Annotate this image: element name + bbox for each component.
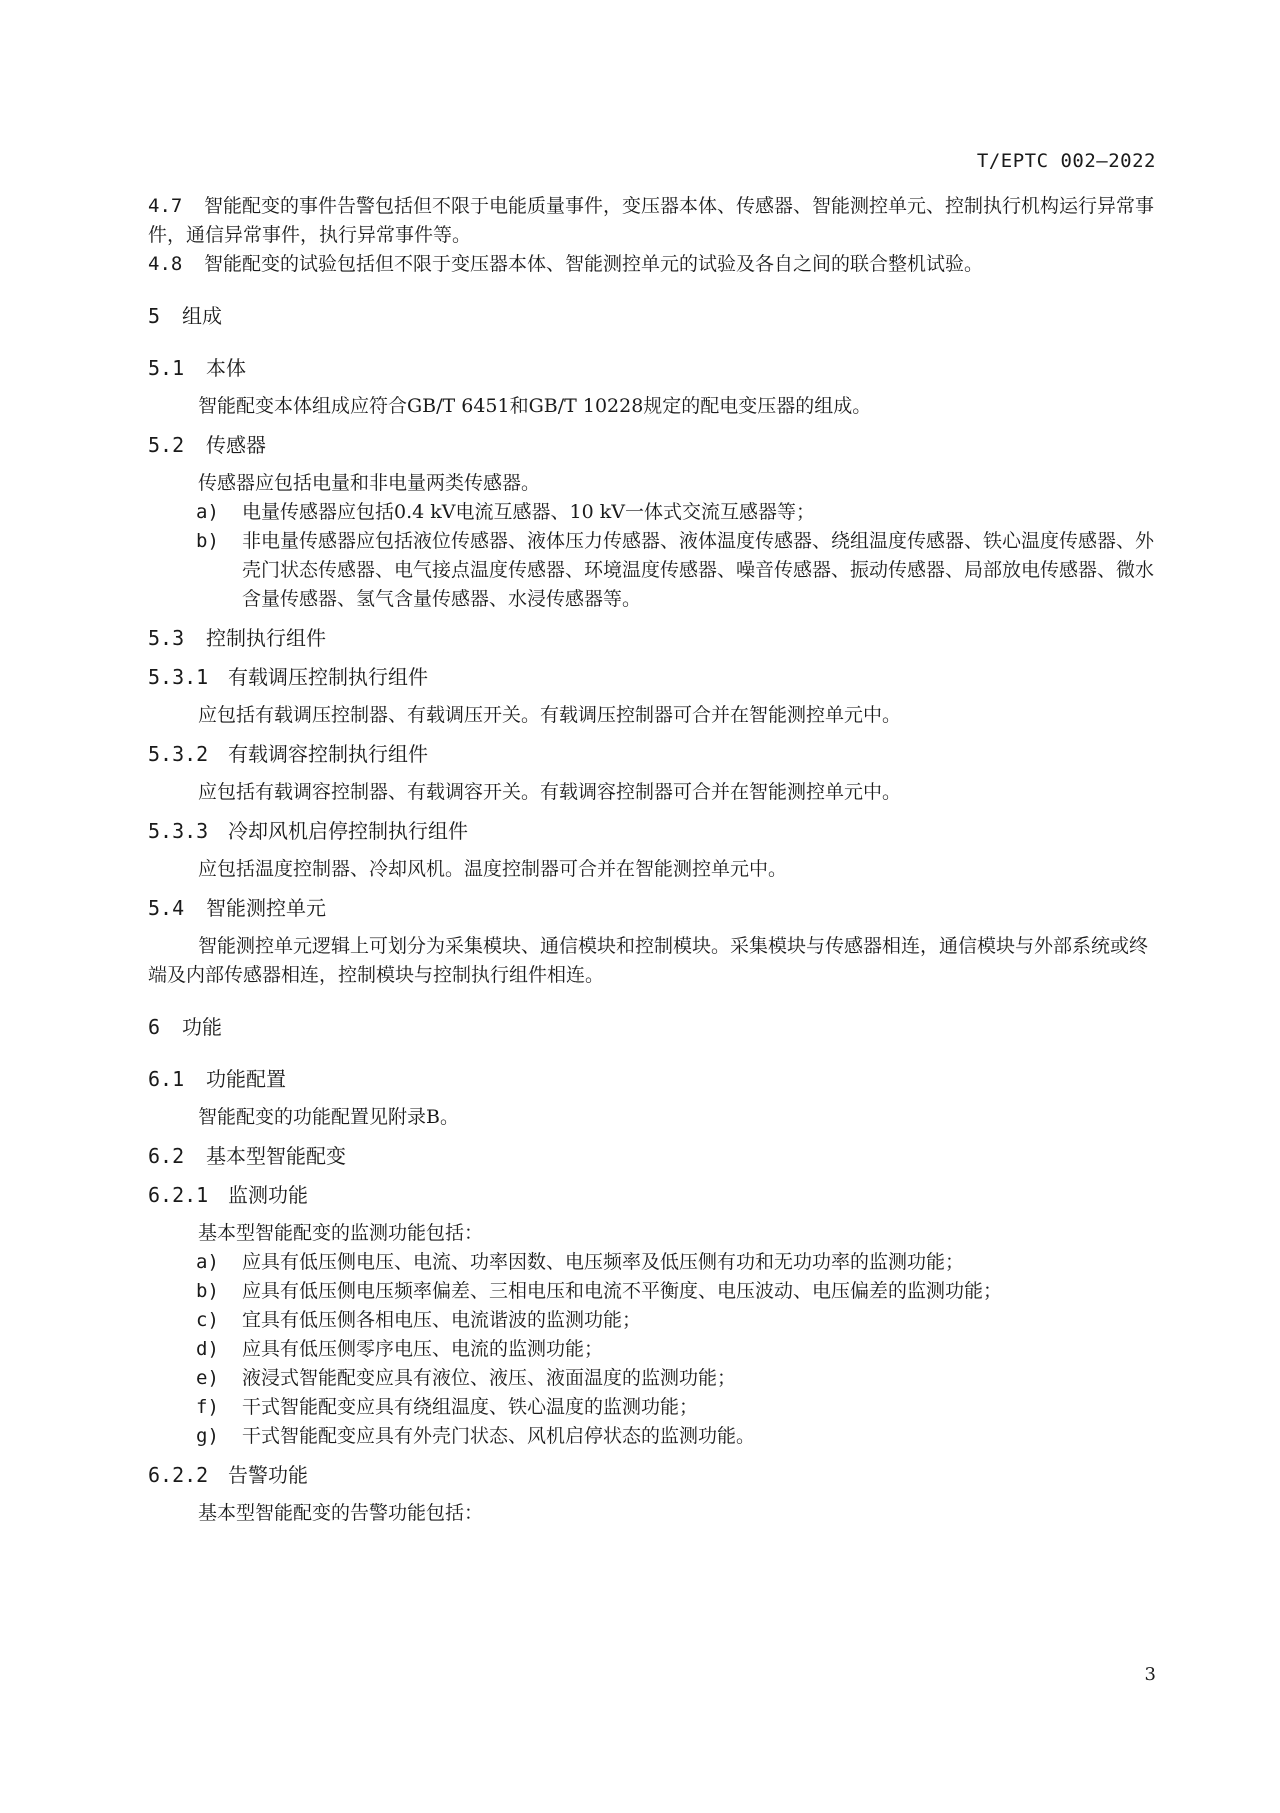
section-number: 5.3 <box>148 626 185 650</box>
paragraph: 传感器应包括电量和非电量两类传感器。 <box>198 472 541 494</box>
list-marker: g) <box>196 1425 219 1447</box>
list-item <box>148 527 1160 614</box>
clause-4-7 <box>148 192 1160 250</box>
section-title: 本体 <box>206 356 246 380</box>
section-heading-5-3-2 <box>148 739 1160 769</box>
section-title: 有载调容控制执行组件 <box>228 742 428 766</box>
list-marker: c) <box>196 1309 219 1331</box>
section-title: 控制执行组件 <box>206 626 326 650</box>
section-number: 6.1 <box>148 1067 185 1091</box>
paragraph: 智能配变本体组成应符合GB/T 6451和GB/T 10228规定的配电变压器的组成。 <box>198 395 872 417</box>
list-item-text: 干式智能配变应具有绕组温度、铁心温度的监测功能； <box>242 1396 699 1418</box>
section-heading-5-1 <box>148 353 1160 383</box>
list-item <box>148 498 1160 527</box>
section-number: 6 <box>148 1015 161 1039</box>
section-title: 告警功能 <box>228 1463 308 1487</box>
section-heading-5-4 <box>148 893 1160 923</box>
section-title: 组成 <box>182 304 222 328</box>
section-number: 6.2.1 <box>148 1183 209 1207</box>
list-marker: a) <box>196 501 219 523</box>
list-marker: b) <box>196 530 219 552</box>
list-item-text: 电量传感器应包括0.4 kV电流互感器、10 kV一体式交流互感器等； <box>242 501 815 523</box>
list-marker: b) <box>196 1280 219 1302</box>
list-marker: d) <box>196 1338 219 1360</box>
page-content <box>148 192 1160 1528</box>
list-item-text: 宜具有低压侧各相电压、电流谐波的监测功能； <box>242 1309 642 1331</box>
section-heading-6-2 <box>148 1141 1160 1171</box>
list-item-text: 非电量传感器应包括液位传感器、液体压力传感器、液体温度传感器、绕组温度传感器、铁心温度传感器、外壳门状态传感器、电气接点温度传感器、环境温度传感器、噪音传感器、振动传感器、局部放电传感器、微水含量传感器、氢气含量传感器、水浸传感器等。 <box>242 530 1155 610</box>
section-title: 基本型智能配变 <box>206 1144 346 1168</box>
paragraph: 智能测控单元逻辑上可划分为采集模块、通信模块和控制模块。采集模块与传感器相连，通信模块与外部系统或终端及内部传感器相连，控制模块与控制执行组件相连。 <box>148 935 1149 986</box>
section-number: 5 <box>148 304 161 328</box>
list-marker: e) <box>196 1367 219 1389</box>
clause-4-8 <box>148 250 1160 279</box>
list-item <box>148 1422 1160 1451</box>
paragraph: 智能配变的功能配置见附录B。 <box>198 1106 459 1128</box>
paragraph: 应包括有载调容控制器、有载调容开关。有载调容控制器可合并在智能测控单元中。 <box>198 781 902 803</box>
list-item-text: 干式智能配变应具有外壳门状态、风机启停状态的监测功能。 <box>242 1425 756 1447</box>
section-title: 有载调压控制执行组件 <box>228 665 428 689</box>
paragraph: 基本型智能配变的监测功能包括： <box>198 1222 484 1244</box>
section-heading-6 <box>148 1012 1160 1042</box>
section-heading-5-3-1 <box>148 662 1160 692</box>
section-number: 6.2.2 <box>148 1463 209 1487</box>
list-item <box>148 1306 1160 1335</box>
section-number: 5.3.3 <box>148 819 209 843</box>
list-item <box>148 1393 1160 1422</box>
section-heading-5 <box>148 301 1160 331</box>
list-item-text: 液浸式智能配变应具有液位、液压、液面温度的监测功能； <box>242 1367 737 1389</box>
section-number: 5.4 <box>148 896 185 920</box>
section-heading-6-2-1 <box>148 1180 1160 1210</box>
clause-number: 4.7 <box>148 195 183 217</box>
section-number: 5.2 <box>148 433 185 457</box>
section-title: 冷却风机启停控制执行组件 <box>228 819 468 843</box>
paragraph: 应包括温度控制器、冷却风机。温度控制器可合并在智能测控单元中。 <box>198 858 788 880</box>
section-title: 传感器 <box>206 433 266 457</box>
section-title: 功能配置 <box>206 1067 286 1091</box>
section-number: 5.3.2 <box>148 742 209 766</box>
list-item-text: 应具有低压侧电压、电流、功率因数、电压频率及低压侧有功和无功功率的监测功能； <box>242 1251 965 1273</box>
section-number: 6.2 <box>148 1144 185 1168</box>
list-marker: f) <box>196 1396 219 1418</box>
paragraph: 应包括有载调压控制器、有载调压开关。有载调压控制器可合并在智能测控单元中。 <box>198 704 902 726</box>
clause-number: 4.8 <box>148 253 183 275</box>
list-marker: a) <box>196 1251 219 1273</box>
standard-id: T/EPTC 002—2022 <box>976 150 1156 172</box>
clause-text: 智能配变的试验包括但不限于变压器本体、智能测控单元的试验及各自之间的联合整机试验。 <box>204 253 984 275</box>
section-heading-5-2 <box>148 430 1160 460</box>
list-item <box>148 1277 1160 1306</box>
section-heading-6-1 <box>148 1064 1160 1094</box>
section-number: 5.3.1 <box>148 665 209 689</box>
list-item-text: 应具有低压侧电压频率偏差、三相电压和电流不平衡度、电压波动、电压偏差的监测功能； <box>242 1280 1003 1302</box>
list-item <box>148 1335 1160 1364</box>
section-title: 智能测控单元 <box>206 896 326 920</box>
section-heading-5-3 <box>148 623 1160 653</box>
section-title: 监测功能 <box>228 1183 308 1207</box>
section-title: 功能 <box>182 1015 222 1039</box>
list-item <box>148 1248 1160 1277</box>
section-heading-6-2-2 <box>148 1460 1160 1490</box>
list-item-text: 应具有低压侧零序电压、电流的监测功能； <box>242 1338 604 1360</box>
section-heading-5-3-3 <box>148 816 1160 846</box>
list-item <box>148 1364 1160 1393</box>
page-number: 3 <box>1144 1664 1156 1685</box>
clause-text: 智能配变的事件告警包括但不限于电能质量事件，变压器本体、传感器、智能测控单元、控制执行机构运行异常事件，通信异常事件，执行异常事件等。 <box>148 195 1155 246</box>
paragraph: 基本型智能配变的告警功能包括： <box>198 1502 484 1524</box>
section-number: 5.1 <box>148 356 185 380</box>
